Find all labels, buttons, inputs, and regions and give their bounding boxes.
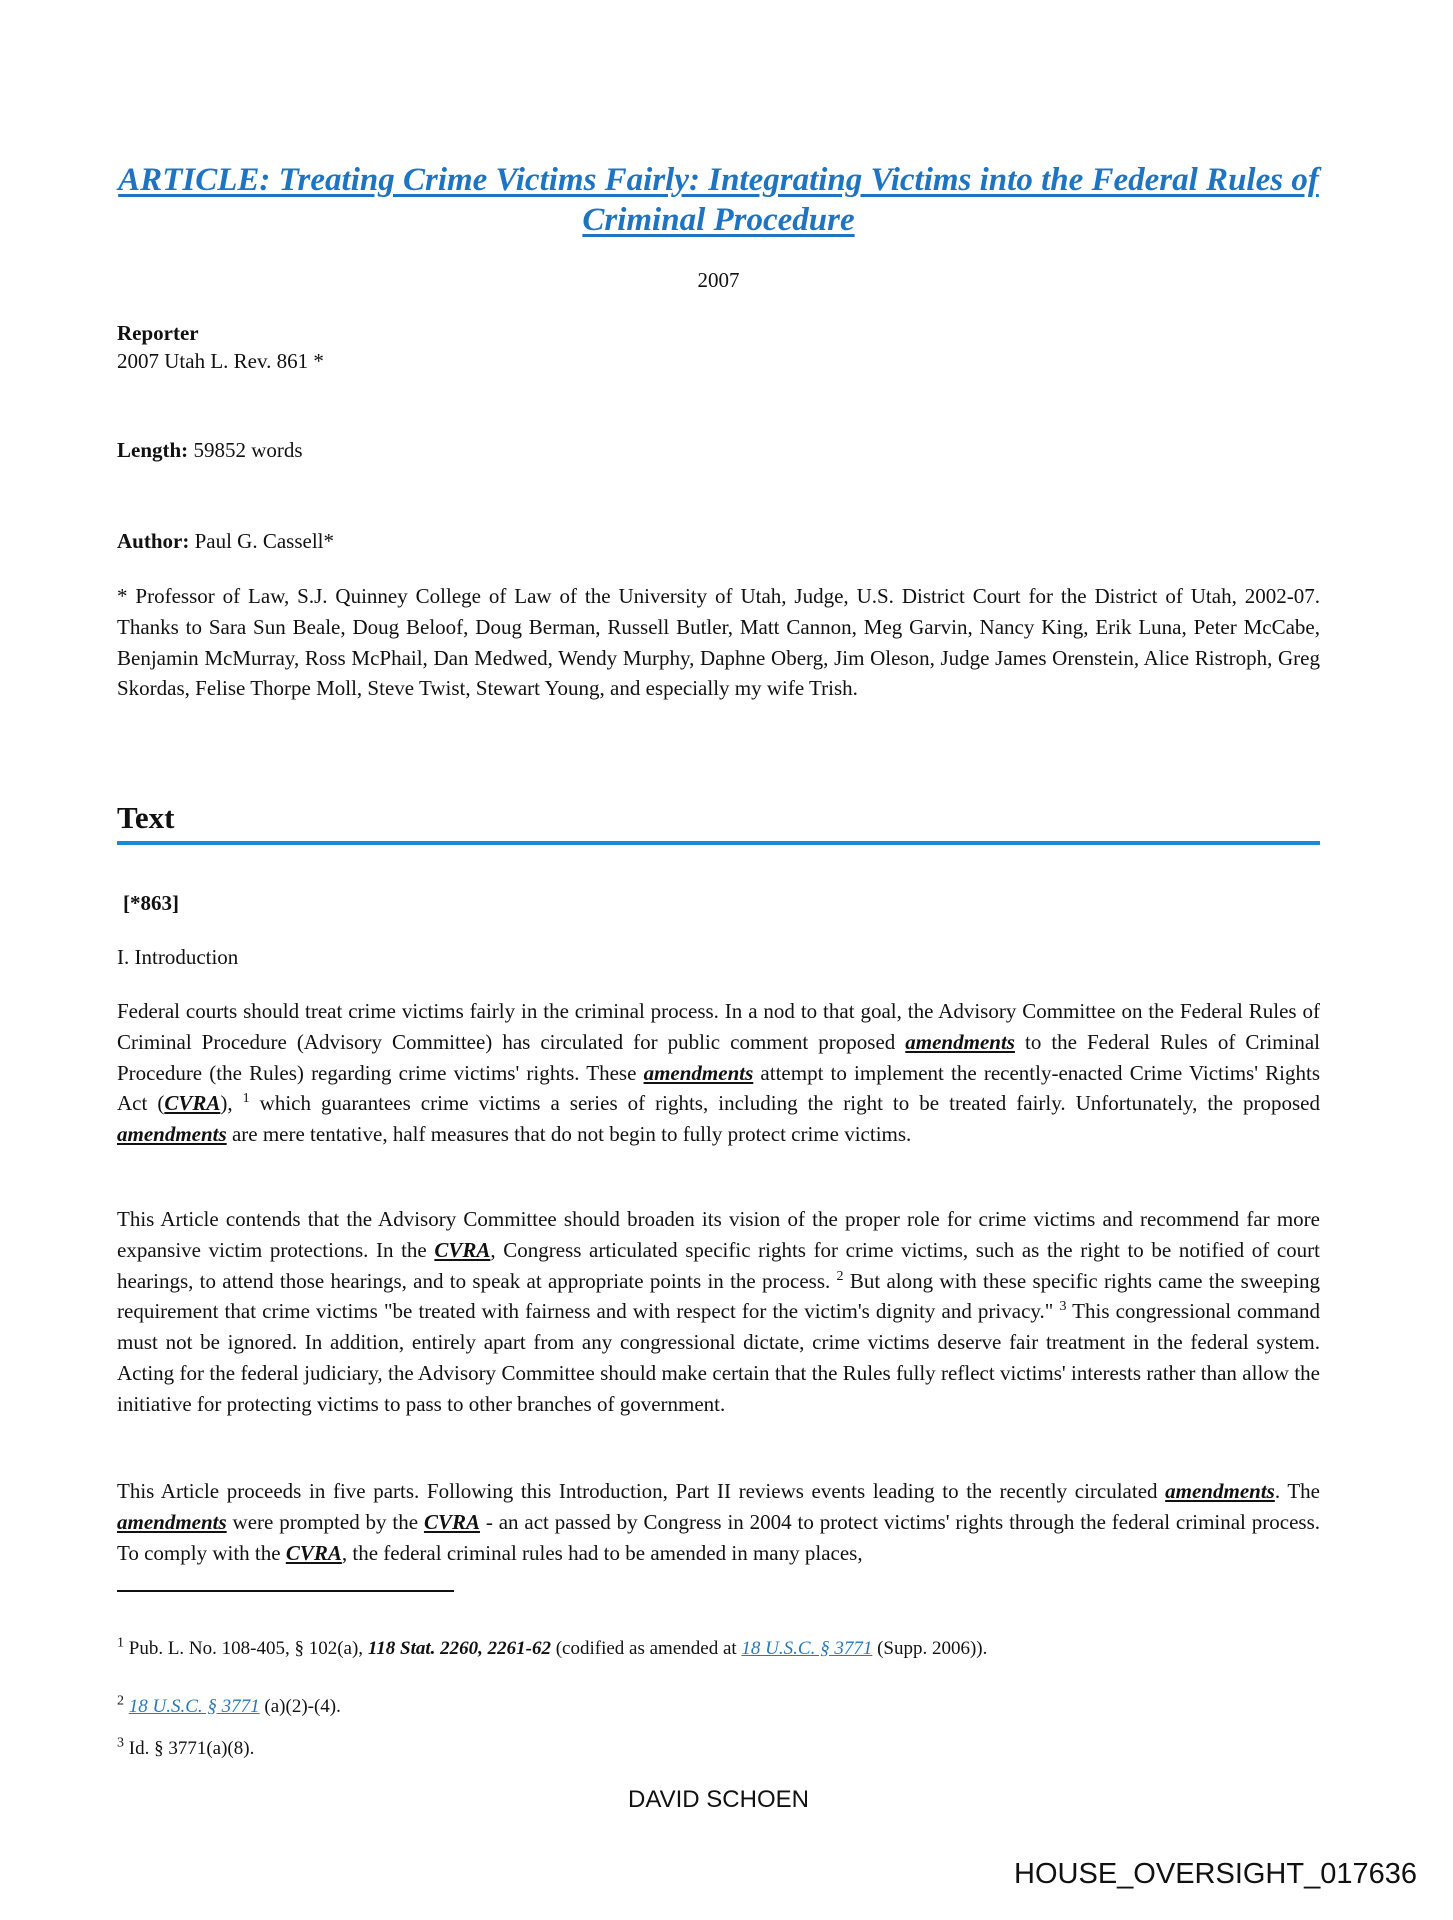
citation-link[interactable]: 18 U.S.C. § 3771 bbox=[741, 1638, 873, 1659]
citation-link[interactable]: amendments bbox=[1165, 1479, 1275, 1503]
text-run: which guarantees crime victims a series of rights, including the right to be treated fairly. Unfortunately, the proposed bbox=[249, 1091, 1320, 1116]
footnote-divider bbox=[117, 1590, 454, 1592]
year: 2007 bbox=[697, 268, 740, 292]
page-marker: [*863] bbox=[123, 891, 179, 915]
footnote bbox=[117, 1736, 254, 1762]
text-run: This Article contends that the Advisory Committee should broaden its vision of the proper role for crime victims and recommend far more expansive victim protections. In the bbox=[117, 1207, 1320, 1262]
text-run: - an act passed by Congress in 2004 to protect victims' rights through the federal criminal process. To comply with the bbox=[117, 1509, 1320, 1565]
citation-link[interactable]: CVRA bbox=[423, 1509, 480, 1534]
text-run: (a)(2)-(4). bbox=[259, 1696, 341, 1717]
paragraph bbox=[117, 1476, 1320, 1568]
citation-link[interactable]: CVRA bbox=[434, 1237, 491, 1262]
article-title-link[interactable]: ARTICLE: Treating Crime Victims Fairly: Integrating Victims into the Federal Rules of Criminal Procedure bbox=[118, 162, 1319, 238]
text-run: were prompted by the bbox=[226, 1509, 424, 1534]
footnote-ref[interactable]: 3 bbox=[117, 1735, 124, 1751]
author-label: Author: bbox=[117, 529, 190, 553]
text-run: to the Federal Rules of Criminal Procedure (the Rules) regarding crime victims' rights. These bbox=[117, 1029, 1320, 1085]
bates-number: HOUSE_OVERSIGHT_017636 bbox=[1014, 1858, 1417, 1890]
paragraph bbox=[117, 1204, 1320, 1420]
paragraph bbox=[117, 996, 1320, 1150]
footnote-ref[interactable]: 1 bbox=[242, 1091, 250, 1107]
text-run: . The bbox=[1274, 1479, 1320, 1503]
citation-link[interactable]: 18 U.S.C. § 3771 bbox=[128, 1696, 260, 1717]
length-value: 59852 words bbox=[188, 438, 303, 462]
text-run: , the federal criminal rules had to be amended in many places, bbox=[341, 1540, 863, 1565]
footer-name: DAVID SCHOEN bbox=[628, 1786, 809, 1813]
citation-text: 118 Stat. 2260, 2261-62 bbox=[367, 1638, 551, 1659]
citation-link[interactable]: amendments bbox=[117, 1122, 227, 1147]
footnote-ref[interactable]: 2 bbox=[836, 1268, 844, 1284]
text-run: But along with these specific rights came the sweeping requirement that crime victims "be treated with fairness and with respect for the victim's dignity and privacy." bbox=[117, 1268, 1320, 1324]
text-run: (Supp. 2006)). bbox=[872, 1638, 988, 1659]
length-label: Length: bbox=[117, 438, 189, 462]
citation-link[interactable]: CVRA bbox=[164, 1091, 221, 1116]
reporter-value: 2007 Utah L. Rev. 861 * bbox=[117, 349, 324, 373]
footnote bbox=[117, 1636, 987, 1662]
citation-link[interactable]: amendments bbox=[905, 1029, 1015, 1054]
text-run: Id. § 3771(a)(8). bbox=[124, 1738, 255, 1759]
author-value: Paul G. Cassell* bbox=[189, 529, 335, 553]
section-divider bbox=[117, 841, 1320, 845]
article-title[interactable] bbox=[110, 160, 1327, 240]
reporter-label: Reporter bbox=[117, 321, 199, 345]
footnote-ref[interactable]: 3 bbox=[1059, 1299, 1067, 1315]
text-run: This Article proceeds in five parts. Following this Introduction, Part II reviews events leading to the recently circulated bbox=[117, 1479, 1166, 1503]
text-run: attempt to implement the recently-enacted Crime Victims' Rights Act ( bbox=[117, 1060, 1320, 1116]
citation-link[interactable]: CVRA bbox=[285, 1540, 342, 1565]
footnote-ref[interactable]: 2 bbox=[117, 1693, 124, 1709]
citation-link[interactable]: amendments bbox=[117, 1509, 227, 1534]
text-run: Federal courts should treat crime victims fairly in the criminal process. In a nod to that goal, the Advisory Committee on the Federal Rules of Criminal Procedure (Advisory Committee) has circulated for public comment proposed bbox=[117, 999, 1320, 1054]
text-run: This congressional command must not be ignored. In addition, entirely apart from any congressional dictate, crime victims deserve fair treatment in the federal system. Acting for the federal judiciary, the Advisory Committee should make certain that the Rules fully reflect victims' interests rather than allow the initiative for protecting victims to pass to other branches of government. bbox=[117, 1299, 1320, 1416]
footnote bbox=[117, 1694, 341, 1720]
author-note: * Professor of Law, S.J. Quinney College of Law of the University of Utah, Judge, U.S. District Court for the District of Utah, 2002-07. Thanks to Sara Sun Beale, Doug Beloof, Doug Berman, Russell Butler, Matt Cannon, Meg Garvin, Nancy King, Erik Luna, Peter McCabe, Benjamin McMurray, Ross McPhail, Dan Medwed, Wendy Murphy, Daphne Oberg, Jim Oleson, Judge James Orenstein, Alice Ristroph, Greg Skordas, Felise Thorpe Moll, Steve Twist, Stewart Young, and especially my wife Trish. bbox=[117, 584, 1320, 701]
author-line bbox=[117, 526, 1320, 557]
text-run: are mere tentative, half measures that do not begin to fully protect crime victims. bbox=[226, 1122, 912, 1147]
section-heading: Text bbox=[117, 800, 175, 835]
intro-heading: I. Introduction bbox=[117, 945, 239, 969]
text-run: Pub. L. No. 108-405, § 102(a), bbox=[124, 1638, 368, 1659]
length-line bbox=[117, 435, 1320, 466]
text-run: (codified as amended at bbox=[550, 1638, 742, 1659]
text-run: ), bbox=[220, 1091, 243, 1116]
citation-link[interactable]: amendments bbox=[643, 1060, 754, 1085]
footnote-ref[interactable]: 1 bbox=[117, 1635, 124, 1651]
text-run: , Congress articulated specific rights for crime victims, such as the right to be notified of court hearings, to attend those hearings, and to speak at appropriate points in the process. bbox=[117, 1237, 1320, 1293]
